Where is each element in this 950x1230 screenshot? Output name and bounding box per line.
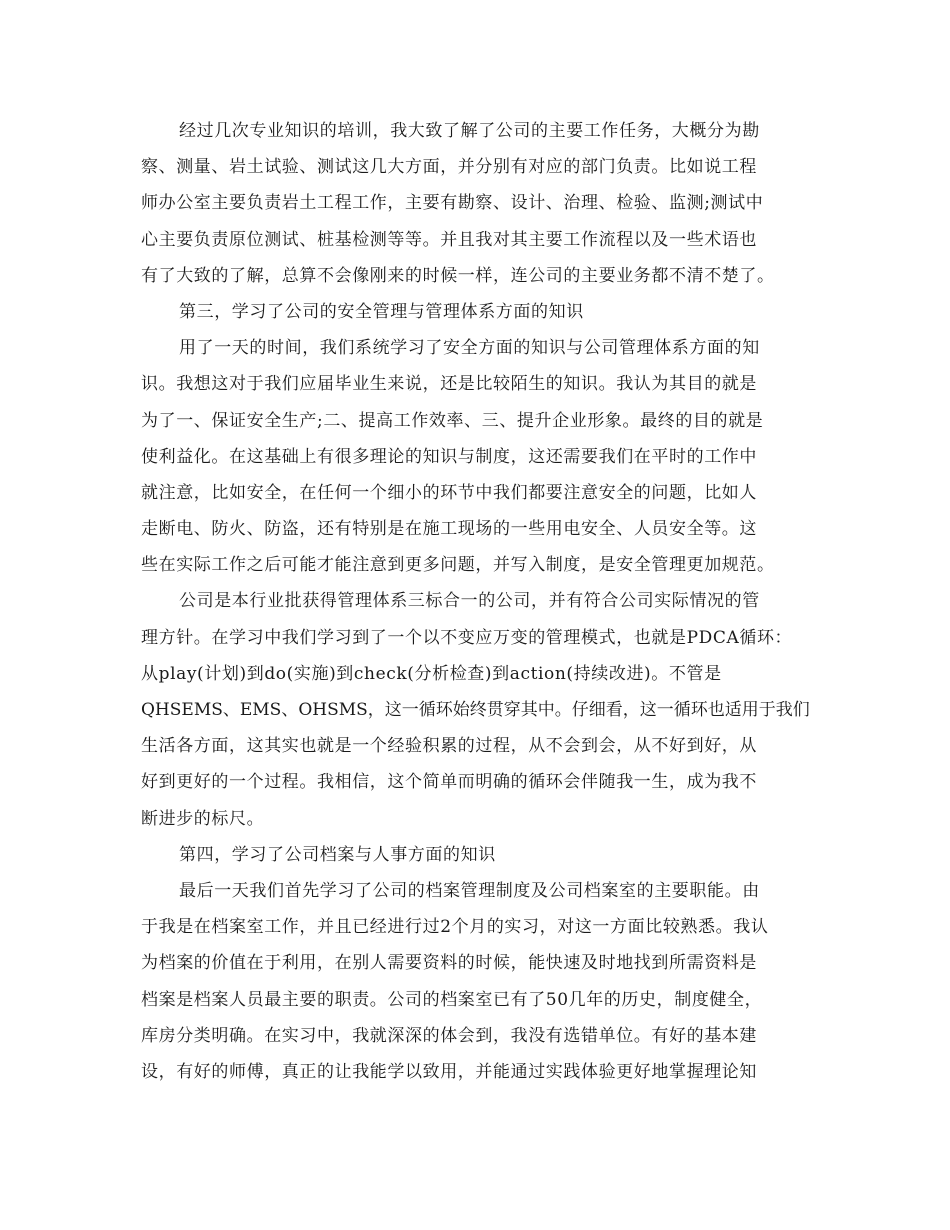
text-line: 最后一天我们首先学习了公司的档案管理制度及公司档案室的主要职能。由: [179, 880, 760, 901]
text-line: 些在实际工作之后可能才能注意到更多问题，并写入制度，是安全管理更加规范。: [141, 555, 775, 576]
text-line: 公司是本行业批获得管理体系三标合一的公司，并有符合公司实际情况的管: [179, 591, 760, 612]
text-line: 用了一天的时间，我们系统学习了安全方面的知识与公司管理体系方面的知: [179, 338, 760, 359]
text-line: 使利益化。在这基础上有很多理论的知识与制度，这还需要我们在平时的工作中: [141, 446, 757, 467]
text-line: 有了大致的了解，总算不会像刚来的时候一样，连公司的主要业务都不清不楚了。: [141, 265, 775, 286]
text-line: 断进步的标尺。: [141, 808, 265, 829]
text-line: 从play(计划)到do(实施)到check(分析检查)到action(持续改进)。不管是: [141, 663, 722, 684]
text-line: 好到更好的一个过程。我相信，这个简单而明确的循环会伴随我一生，成为我不: [141, 772, 757, 793]
text-line: 生活各方面，这其实也就是一个经验积累的过程，从不会到会，从不好到好，从: [141, 736, 757, 757]
text-line: 走断电、防火、防盗，还有特别是在施工现场的一些用电安全、人员安全等。这: [141, 519, 757, 540]
text-line: 经过几次专业知识的培训，我大致了解了公司的主要工作任务，大概分为勘: [179, 121, 760, 141]
text-line: 档案是档案人员最主要的职责。公司的档案室已有了50几年的历史，制度健全，: [141, 989, 763, 1010]
text-line: 察、测量、岩土试验、测试这几大方面，并分别有对应的部门负责。比如说工程: [141, 157, 757, 178]
text-line: 于我是在档案室工作，并且已经进行过2个月的实习，对这一方面比较熟悉。我认: [141, 917, 769, 938]
text-line: 师办公室主要负责岩土工程工作，主要有勘察、设计、治理、检验、监测;测试中: [141, 193, 764, 214]
text-line: 为了一、保证安全生产;二、提高工作效率、三、提升企业形象。最终的目的就是: [141, 410, 764, 431]
text-line: 理方针。在学习中我们学习到了一个以不变应万变的管理模式，也就是PDCA循环：: [141, 627, 793, 648]
text-line: 第四，学习了公司档案与人事方面的知识: [179, 844, 496, 865]
text-line: 库房分类明确。在实习中，我就深深的体会到，我没有选错单位。有好的基本建: [141, 1025, 757, 1046]
document-page: [141, 113, 813, 1090]
text-line: 识。我想这对于我们应届毕业生来说，还是比较陌生的知识。我认为其目的就是: [141, 374, 757, 395]
text-line: QHSEMS、EMS、OHSMS，这一循环始终贯穿其中。仔细看，这一循环也适用于我们: [141, 700, 810, 720]
text-line: 为档案的价值在于利用，在别人需要资料的时候，能快速及时地找到所需资料是: [141, 953, 757, 974]
text-line: 设，有好的师傅，真正的让我能学以致用，并能通过实践体验更好地掌握理论知: [141, 1061, 757, 1082]
text-line: 就注意，比如安全，在任何一个细小的环节中我们都要注意安全的问题，比如人: [141, 482, 757, 503]
text-line: 心主要负责原位测试、桩基检测等等。并且我对其主要工作流程以及一些术语也: [141, 229, 757, 250]
text-line: 第三，学习了公司的安全管理与管理体系方面的知识: [179, 301, 584, 322]
